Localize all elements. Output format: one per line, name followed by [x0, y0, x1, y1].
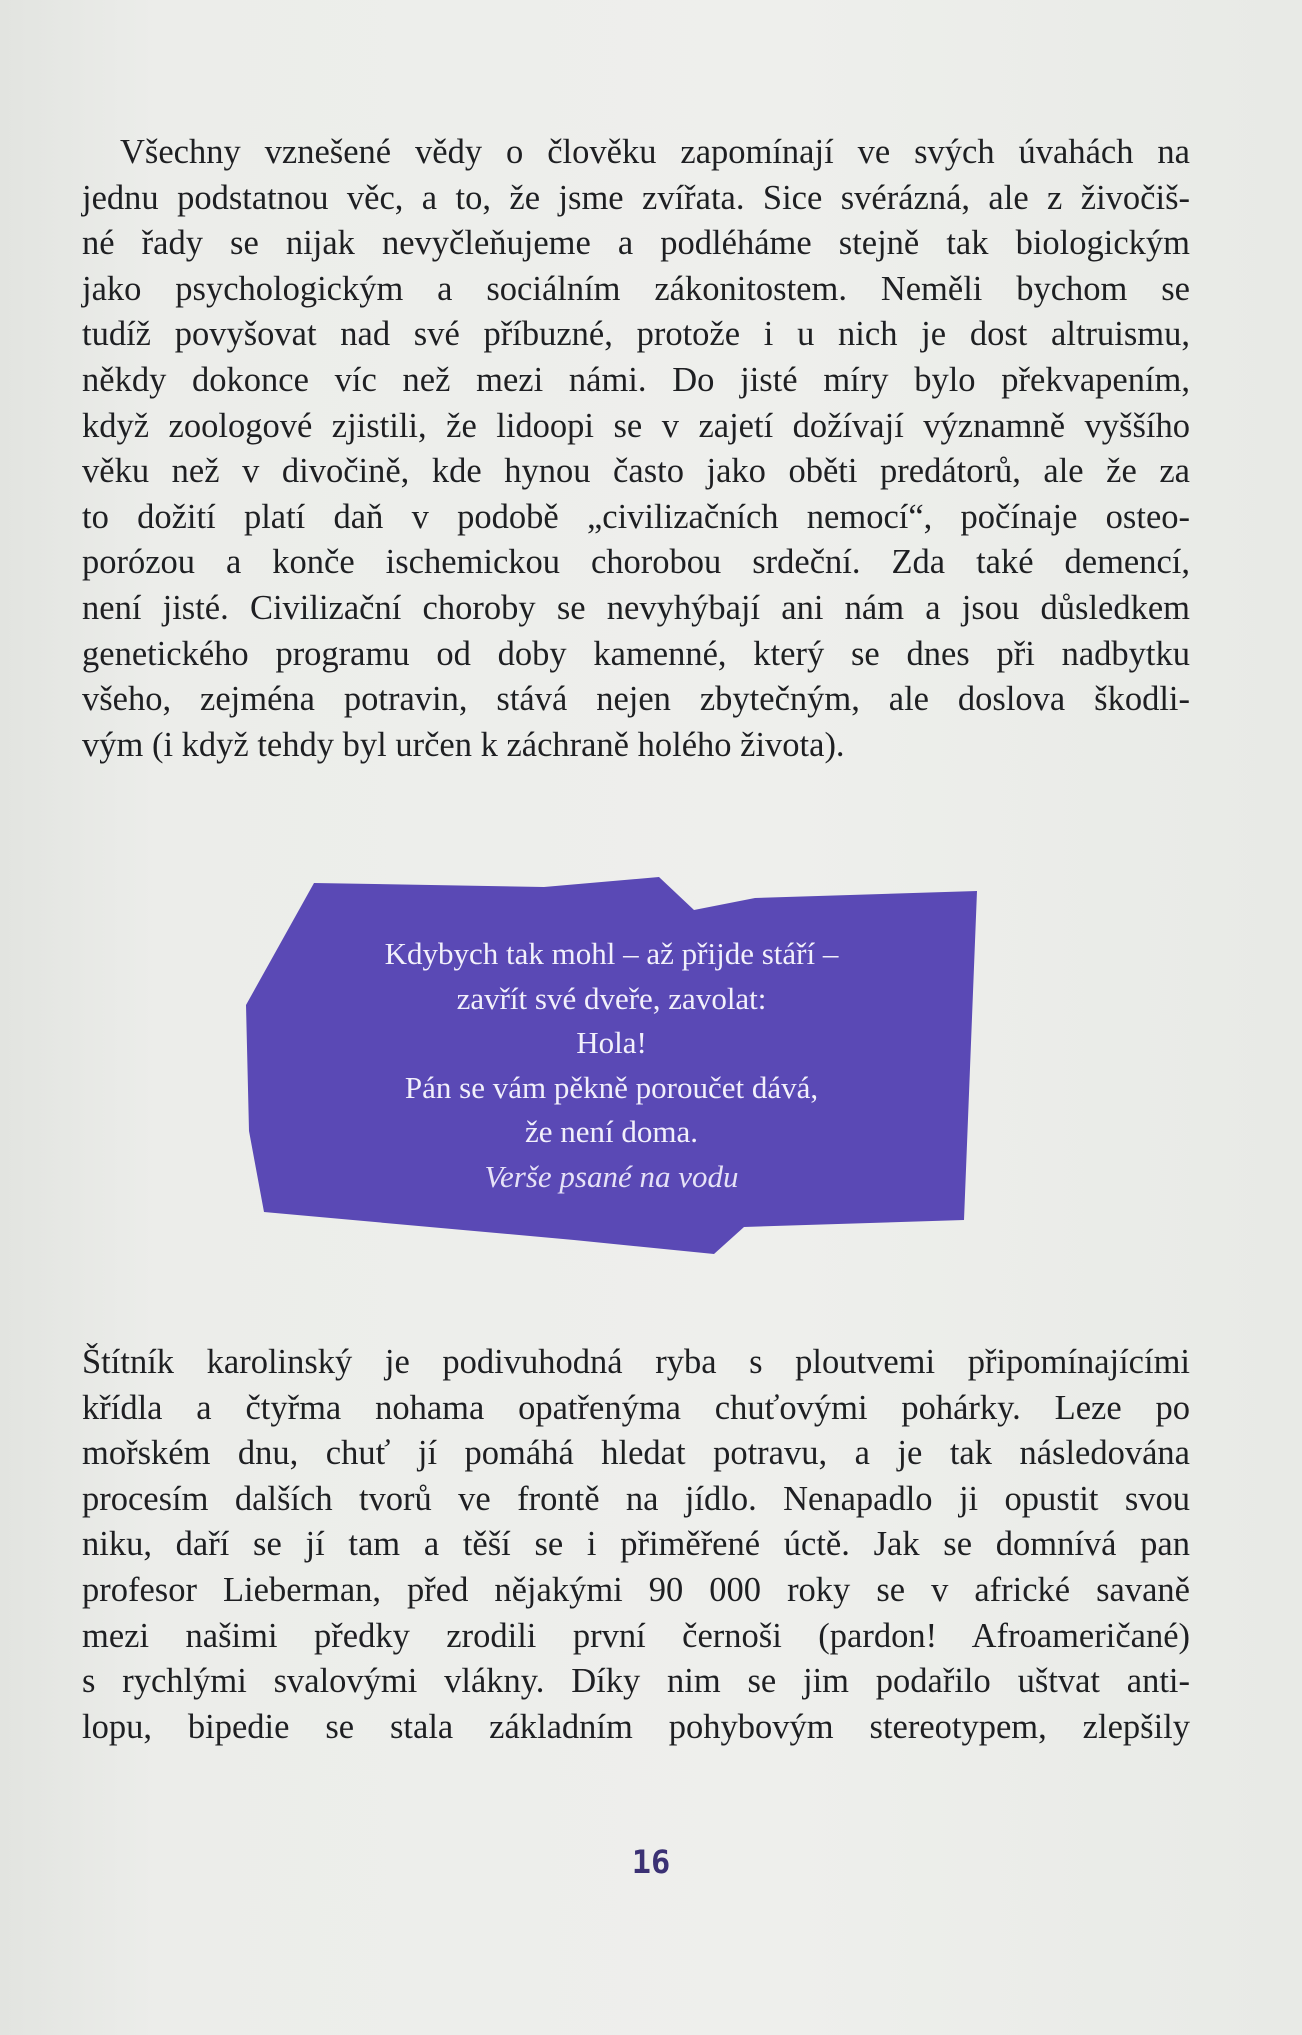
paragraph-line: porózou a konče ischemickou chorobou srdeční. Zda také demencí, [82, 543, 1190, 582]
paragraph-line: jednu podstatnou věc, a to, že jsme zvířata. Sice svérázná, ale z živočiš- [82, 178, 1190, 217]
paragraph-line: není jisté. Civilizační choroby se nevyhýbají ani nám a jsou důsledkem [82, 588, 1190, 627]
paragraph-1 [82, 130, 1190, 768]
paragraph-line: někdy dokonce víc než mezi námi. Do jisté míry bylo překvapením, [82, 360, 1190, 399]
quote-line: Kdybych tak mohl – až přijde stáří – [384, 936, 839, 971]
quote-box [244, 872, 979, 1258]
paragraph-line: věku než v divočině, kde hynou často jako oběti predátorů, ale že za [82, 452, 1190, 491]
paragraph-line: lopu, bipedie se stala základním pohybovým stereotypem, zlepšily [82, 1707, 1190, 1746]
paragraph-line: když zoologové zjistili, že lidoopi se v zajetí dožívají významně vyššího [82, 406, 1190, 445]
paragraph-line: Štítník karolinský je podivuhodná ryba s ploutvemi připomínajícími [82, 1343, 1190, 1381]
quote-line: zavřít své dveře, zavolat: [456, 980, 767, 1016]
paragraph-line: niku, daří se jí tam a těší se i přiměřené úctě. Jak se domnívá pan [82, 1525, 1190, 1564]
paragraph-line: genetického programu od doby kamenné, který se dnes při nadbytku [82, 634, 1190, 673]
paragraph-line: profesor Lieberman, před nějakými 90 000 roky se v africké savaně [82, 1570, 1190, 1609]
paragraph-line: mořském dnu, chuť jí pomáhá hledat potravu, a je tak následována [82, 1434, 1190, 1473]
paragraph-line: jako psychologickým a sociálním zákonitostem. Neměli bychom se [82, 269, 1190, 308]
paragraph-line: křídla a čtyřma nohama opatřenýma chuťovými pohárky. Leze po [82, 1388, 1190, 1427]
quote-line: Pán se vám pěkně poroučet dává, [404, 1069, 819, 1105]
quote-source: Verše psané na vodu [484, 1158, 739, 1194]
paragraph-line: tudíž povyšovat nad své příbuzné, protože i u nich je dost altruismu, [82, 315, 1190, 354]
paragraph-2 [82, 1340, 1190, 1750]
paragraph-line: Všechny vznešené vědy o člověku zapomínají ve svých úvahách na [120, 133, 1190, 171]
paragraph-line: mezi našimi předky zrodili první černoši (pardon! Afroameričané) [82, 1616, 1190, 1655]
quote-text [244, 932, 979, 1199]
page-number: 16 [631, 1843, 671, 1881]
paragraph-line: vým (i když tehdy byl určen k záchraně holého života). [82, 725, 845, 764]
paragraph-line: všeho, zejména potravin, stává nejen zbytečným, ale doslova škodli- [82, 680, 1190, 719]
paragraph-line: s rychlými svalovými vlákny. Díky nim se jim podařilo uštvat anti- [82, 1662, 1190, 1701]
paragraph-line: to dožití platí daň v podobě „civilizačních nemocí“, počínaje osteo- [82, 497, 1190, 536]
paragraph-line: né řady se nijak nevyčleňujeme a podléháme stejně tak biologickým [82, 224, 1190, 263]
paragraph-line: procesím dalších tvorů ve frontě na jídlo. Nenapadlo ji opustit svou [82, 1479, 1190, 1518]
quote-line: že není doma. [524, 1114, 698, 1149]
quote-line: Hola! [576, 1025, 647, 1060]
